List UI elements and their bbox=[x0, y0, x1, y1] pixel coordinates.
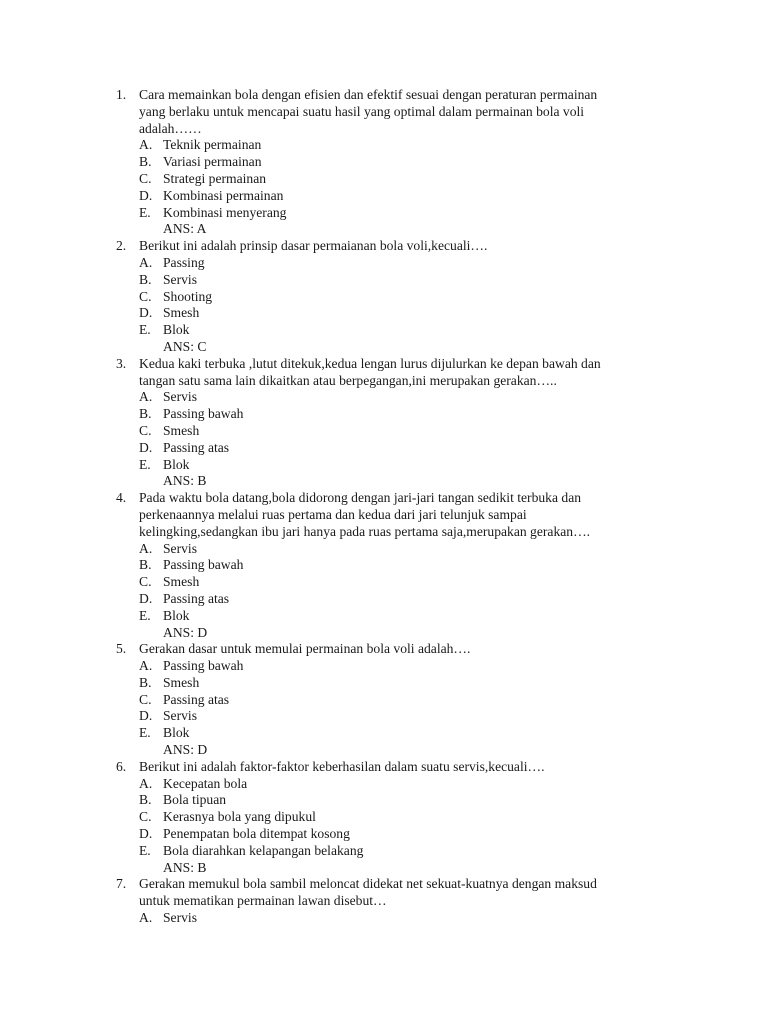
question-text: Berikut ini adalah faktor-faktor keberhasilan dalam suatu servis,kecuali…. bbox=[139, 758, 545, 774]
option-item bbox=[0, 574, 768, 591]
option-item bbox=[0, 255, 768, 272]
option-item bbox=[0, 289, 768, 306]
answer-key: ANS: D bbox=[163, 624, 208, 640]
option-item bbox=[0, 809, 768, 826]
question-text: Gerakan dasar untuk memulai permainan bola voli adalah…. bbox=[139, 641, 471, 657]
question-number: 1. bbox=[116, 87, 127, 102]
answer-key: ANS: C bbox=[163, 338, 207, 354]
option-letter: B. bbox=[139, 792, 152, 808]
option-letter: B. bbox=[139, 557, 152, 573]
option-text: Passing bawah bbox=[163, 406, 244, 422]
answer-key: ANS: B bbox=[163, 473, 207, 489]
option-text: Passing atas bbox=[163, 691, 230, 707]
option-letter: D. bbox=[139, 187, 153, 203]
option-letter: A. bbox=[139, 910, 153, 926]
option-letter: E. bbox=[139, 204, 151, 220]
question-item bbox=[0, 641, 768, 759]
answer-key: ANS: B bbox=[163, 859, 207, 875]
option-text: Penempatan bola ditempat kosong bbox=[163, 826, 350, 842]
option-text: Shooting bbox=[163, 288, 213, 304]
option-item bbox=[0, 826, 768, 843]
option-letter: C. bbox=[139, 422, 152, 438]
option-item bbox=[0, 608, 768, 625]
question-text: Pada waktu bola datang,bola didorong dengan jari-jari tangan sedikit terbuka dan perkenaannya melalui ruas pertama dan kedua dari jari telunjuk sampai kelingking,sedangkan ibu jari hanya pada ruas pertama saja,merupakan gerakan…. bbox=[139, 490, 591, 539]
option-item bbox=[0, 658, 768, 675]
option-text: Servis bbox=[163, 389, 197, 405]
option-item bbox=[0, 591, 768, 608]
option-text: Smesh bbox=[163, 574, 200, 590]
option-text: Strategi permainan bbox=[163, 170, 267, 186]
option-letter: C. bbox=[139, 170, 152, 186]
option-list bbox=[0, 255, 768, 339]
option-item bbox=[0, 154, 768, 171]
option-letter: E. bbox=[139, 607, 151, 623]
option-text: Variasi permainan bbox=[163, 154, 262, 170]
answer-key: ANS: D bbox=[163, 742, 208, 758]
option-text: Servis bbox=[163, 540, 197, 556]
question-list bbox=[0, 87, 768, 927]
question-item bbox=[0, 238, 768, 356]
option-letter: C. bbox=[139, 691, 152, 707]
question-item bbox=[0, 87, 768, 238]
option-letter: D. bbox=[139, 708, 153, 724]
option-text: Kecepatan bola bbox=[163, 775, 248, 791]
option-letter: A. bbox=[139, 775, 153, 791]
option-text: Bola diarahkan kelapangan belakang bbox=[163, 842, 364, 858]
option-letter: B. bbox=[139, 271, 152, 287]
option-letter: C. bbox=[139, 288, 152, 304]
option-letter: D. bbox=[139, 826, 153, 842]
option-text: Kerasnya bola yang dipukul bbox=[163, 809, 316, 825]
option-item bbox=[0, 557, 768, 574]
option-list bbox=[0, 910, 768, 927]
option-letter: E. bbox=[139, 456, 151, 472]
option-item bbox=[0, 406, 768, 423]
question-text: Berikut ini adalah prinsip dasar permaianan bola voli,kecuali…. bbox=[139, 238, 488, 254]
option-letter: A. bbox=[139, 389, 153, 405]
option-text: Blok bbox=[163, 725, 190, 741]
option-text: Blok bbox=[163, 322, 190, 338]
option-letter: D. bbox=[139, 305, 153, 321]
option-letter: D. bbox=[139, 439, 153, 455]
option-item bbox=[0, 692, 768, 709]
option-letter: C. bbox=[139, 574, 152, 590]
question-text: Kedua kaki terbuka ,lutut ditekuk,kedua lengan lurus dijulurkan ke depan bawah dan tangan satu sama lain dikaitkan atau berpegangan,ini merupakan gerakan….. bbox=[139, 355, 601, 388]
option-item bbox=[0, 389, 768, 406]
option-item bbox=[0, 843, 768, 860]
question-number: 4. bbox=[116, 490, 127, 506]
option-item bbox=[0, 305, 768, 322]
option-list bbox=[0, 389, 768, 473]
question-item bbox=[0, 356, 768, 490]
option-item bbox=[0, 776, 768, 793]
option-item bbox=[0, 675, 768, 692]
option-item bbox=[0, 792, 768, 809]
option-letter: B. bbox=[139, 154, 152, 170]
option-item bbox=[0, 440, 768, 457]
option-item bbox=[0, 205, 768, 222]
question-text: Gerakan memukul bola sambil meloncat didekat net sekuat-kuatnya dengan maksud untuk mematikan permainan lawan disebut… bbox=[139, 876, 597, 909]
option-text: Servis bbox=[163, 910, 197, 926]
option-text: Kombinasi menyerang bbox=[163, 204, 287, 220]
question-item bbox=[0, 759, 768, 877]
option-list bbox=[0, 137, 768, 221]
option-text: Bola tipuan bbox=[163, 792, 227, 808]
option-text: Passing bbox=[163, 254, 205, 270]
option-item bbox=[0, 272, 768, 289]
option-item bbox=[0, 137, 768, 154]
question-text: Cara memainkan bola dengan efisien dan efektif sesuai dengan peraturan permainan yang berlaku untuk mencapai suatu hasil yang optimal dalam permainan bola voli adalah…… bbox=[139, 87, 598, 136]
option-item bbox=[0, 188, 768, 205]
question-item bbox=[0, 490, 768, 641]
question-number: 6. bbox=[116, 758, 127, 774]
option-item bbox=[0, 423, 768, 440]
question-number: 7. bbox=[116, 876, 127, 892]
option-item bbox=[0, 725, 768, 742]
option-letter: B. bbox=[139, 674, 152, 690]
option-text: Blok bbox=[163, 607, 190, 623]
option-item bbox=[0, 171, 768, 188]
option-list bbox=[0, 541, 768, 625]
answer-key: ANS: A bbox=[163, 221, 207, 237]
option-letter: A. bbox=[139, 540, 153, 556]
question-number: 5. bbox=[116, 641, 127, 657]
question-item bbox=[0, 876, 768, 926]
option-text: Servis bbox=[163, 271, 197, 287]
option-text: Passing atas bbox=[163, 439, 230, 455]
option-text: Smesh bbox=[163, 674, 200, 690]
question-number: 2. bbox=[116, 238, 127, 254]
option-item bbox=[0, 708, 768, 725]
option-list bbox=[0, 776, 768, 860]
option-letter: A. bbox=[139, 254, 153, 270]
question-number: 3. bbox=[116, 355, 127, 371]
option-text: Smesh bbox=[163, 305, 200, 321]
option-letter: A. bbox=[139, 137, 153, 153]
option-letter: B. bbox=[139, 406, 152, 422]
option-item bbox=[0, 541, 768, 558]
option-text: Servis bbox=[163, 708, 197, 724]
option-letter: C. bbox=[139, 809, 152, 825]
option-text: Teknik permainan bbox=[163, 137, 262, 153]
option-text: Passing bawah bbox=[163, 557, 244, 573]
option-letter: E. bbox=[139, 842, 151, 858]
option-item bbox=[0, 322, 768, 339]
option-text: Passing bawah bbox=[163, 658, 244, 674]
option-letter: E. bbox=[139, 725, 151, 741]
option-letter: A. bbox=[139, 658, 153, 674]
option-text: Blok bbox=[163, 456, 190, 472]
option-item bbox=[0, 457, 768, 474]
option-letter: D. bbox=[139, 590, 153, 606]
option-list bbox=[0, 658, 768, 742]
option-letter: E. bbox=[139, 322, 151, 338]
option-text: Kombinasi permainan bbox=[163, 187, 284, 203]
option-text: Passing atas bbox=[163, 590, 230, 606]
option-item bbox=[0, 910, 768, 927]
option-text: Smesh bbox=[163, 422, 200, 438]
